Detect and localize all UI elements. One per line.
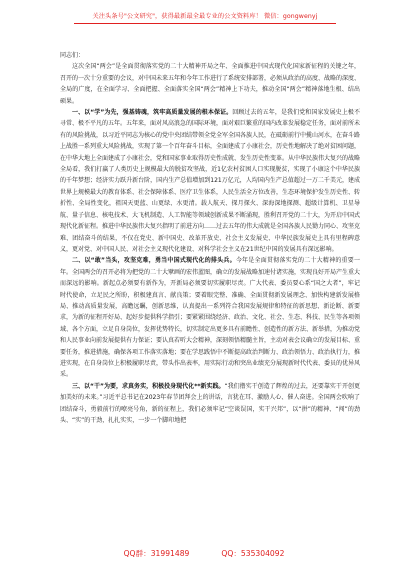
document-body [60,50,360,426]
section-heading-1: 一、以“学”为先，强基铸魂，筑牢高质量发展的根本保证。 [72,109,233,117]
intro-paragraph: 这次全国“两会”是全面贯彻落实党的二十大精神开局之年、全面推进中国式现代化国家新征程的关键之年，召开的一次十分重要的会议，对中国未来五年和今年工作进行了系统安排部署，必须从政治的高度、战略的深度、全局的广度，在全面学习、全面把握、全面落实全国“两会”精神上下功夫，推动全国“两会”精神落地生根、结出硕果。 [60,63,361,105]
section-heading-3: 三、以“干”为要，求真务实，积极投身现代化**新实践。 [72,382,225,390]
banner-divider [74,23,336,24]
section-heading-2: 二、以“敢”当头，攻坚克难，勇当中国式现代化的排头兵。 [72,257,236,265]
banner-text: 关注头条号"公文研究"，获得最新最全最专业的公文资料库！ 微信：gongwenyj [92,12,318,20]
footer-contact [0,548,408,559]
section-3-text: “我们撸实干创造了辉煌的过去，还要靠实干开创更加美好的未来。”习近平总书记在2023年春节团拜会上的讲话，言犹在耳、激励人心、催人奋进。全国两会吹响了团结奋斗，勇毅前行的嘹亮号角，新的征程上，我们必须牢记“空谈误国，实干兴邦”，以“拼”的精神、“闯”的劲头、“实”的干劲，扎扎实实，一步一个脚印地把 [60,382,360,424]
header-banner [70,6,340,28]
footer-qq-group: QQ群：31991489 [123,549,190,558]
footer-qq: QQ：535304092 [221,549,285,558]
section-2-text: 今年是全面贯彻落实党的二十大精神的重要一年。全国两会的召开必将为把党的二十大擘画的宏伟蓝图，确立的发展战略加速付诸实施，实现良好开局产生重大而深远的影响。新起点必须要有新作为，开新局必须要切实履职尽责。广大代表、委员要心系“国之大者”，牢记时代使命，立足民之所盼，积极建真言、献良策；要着眼完整、准确、全面贯彻新发展理念、加快构建新发展格局、推动高质量发展，高瞻远瞩，创新思维，认真提出一系列符合我国发展规律和特征的新思想、新论断、新要求，为新的征程开好局、起好步提供科学指引；要紧紧围绕经济、政治、文化、社会、生态、科技、民生等各项领域、各个方面，立足自身岗位，发挥优势特长，切实制定出更多具有前瞻性、创造性的新方法、新举措，为推动党和人民事业向前发展提供有力保证；要认真若听大会精神，深刻领悟精髓主旨，主动对表会议确立的发展目标、重要任务，推进措施，确保各项工作落实落地；要在学思践悟中不断提高政治判断力、政治领悟力、政治执行力，推进实现，在自身岗位上积极履职尽责，带头作出表率，用实际行动和突出业绩充分展现新时代代表、委员的优异风采。 [60,257,361,379]
greeting: 同志们： [60,52,85,59]
section-1-text: 回顾过去的五年，是我们党和国家发展史上极不寻常、极不平凡的五年。五年来，面对风高浪急的国际环境，面对艰巨繁重的国内改革发展稳定任务，面对前所未有的风险挑战，以习近平同志为核心的党中央团结带领全党全军全国各族人民，在砥砺前行中揽山河水，在奋斗路上战胜一系列重大风险挑战，实现了第一个百年奋斗目标，全面建成了小康社会，历史性地解决了绝对贫困问题，在中华大地上全面建成了小康社会，党和国家事业取得历史性成就、发生历史性变革。从中华民族伟大复兴的战略全局看，我们打赢了人类历史上规模最大的脱贫攻坚战，近1亿农村贫困人口实现脱贫，实现了小康这个中华民族的千年梦想；经济实力跃升新台阶，国内生产总值增加到121万亿元，人均国内生产总值超过一万二千美元，建成世界上规模最大的教育体系、社会保障体系、医疗卫生体系，人民生活全方位改善，生态环境保护发生历史性、转折性、全局性变化，祖国天更蓝、山更绿、水更清。载人航天、探月探火、深海深地探测、超级计算机、卫星导航、量子信息、核电技术、大飞机制造、人工智能等领域创新成果不断涌现，胜利召开党的二十大，为开启中国式现代化新征程。推进中华民族伟大复兴指明了前进方向……过去五年的伟大成就是全国各族人民勠力同心、攻坚克难、团结奋斗的结果，不仅在党史、新中国史、改革开放史、社会主义发展史、中华民族发展史上具有里程碑意义，更对党、对中国人民、对社会主义现代化建设、对科学社会主义在21世纪中国的发展具有深远影响。 [60,109,361,253]
